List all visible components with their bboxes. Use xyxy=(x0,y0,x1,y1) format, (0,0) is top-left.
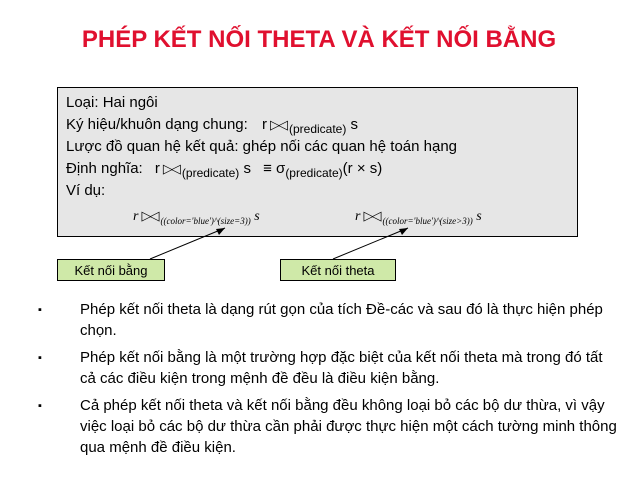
join-symbol-icon: ▷◁ xyxy=(269,117,286,132)
relation-s: s xyxy=(243,160,251,177)
list-item xyxy=(0,347,638,389)
thetajoin-arrowhead-icon xyxy=(399,228,408,235)
page-title: PHÉP KẾT NỐI THETA VÀ KẾT NỐI BẰNG xyxy=(81,26,557,53)
bullet-icon: ▪ xyxy=(38,352,42,364)
bullet-list xyxy=(0,299,638,464)
list-item xyxy=(0,299,638,341)
example-label: Ví dụ: xyxy=(66,182,106,199)
equiv-symbol: ≡ xyxy=(263,160,272,177)
equijoin-arrow xyxy=(150,228,225,259)
join-symbol-icon: ▷◁ xyxy=(363,208,380,223)
join-symbol-icon: ▷◁ xyxy=(141,208,158,223)
thetajoin-arrow xyxy=(333,228,408,259)
relation-r: r xyxy=(261,116,267,133)
definition-label: Định nghĩa: xyxy=(66,160,143,177)
bullet-icon: ▪ xyxy=(38,400,42,412)
relation-s: s xyxy=(476,209,482,224)
cartesian-product: (r × s) xyxy=(342,160,383,177)
equijoin-label: Kết nối bằng xyxy=(57,259,165,281)
relation-s: s xyxy=(350,116,359,133)
schema-line: Lược đồ quan hệ kết quả: ghép nối các quan hệ toán hạng xyxy=(66,138,458,155)
join-symbol-icon: ▷◁ xyxy=(162,161,179,176)
bullet-text: Cả phép kết nối theta và kết nối bằng đều không loại bỏ các bộ dư thừa, vì vậy việc loại bỏ các bộ dư thừa cần phải được thực hiện một cách tường minh thông qua mệnh đề điều kiện. xyxy=(80,397,617,456)
predicate-subscript: (predicate) xyxy=(181,166,240,180)
relation-r: r xyxy=(133,209,139,224)
sigma-symbol: σ xyxy=(276,160,286,177)
join-condition: ((color='blue')^(size=3)) xyxy=(160,216,251,226)
bullet-text: Phép kết nối theta là dạng rút gọn của tích Đề-các và sau đó là thực hiện phép chọn. xyxy=(80,301,603,339)
relation-s: s xyxy=(254,209,260,224)
join-condition: ((color='blue')^(size>3)) xyxy=(382,216,473,226)
list-item xyxy=(0,395,638,458)
relation-r: r xyxy=(355,209,361,224)
bullet-icon: ▪ xyxy=(38,304,42,316)
predicate-subscript: (predicate) xyxy=(288,122,347,136)
bullet-text: Phép kết nối bằng là một trường hợp đặc biệt của kết nối theta mà trong đó tất cả các điều kiện trong mệnh đề đều là điều kiện bằng. xyxy=(80,349,603,387)
notation-label: Ký hiệu/khuôn dạng chung: xyxy=(66,116,248,133)
equijoin-arrowhead-icon xyxy=(216,228,225,235)
type-line: Loại: Hai ngôi xyxy=(66,94,158,111)
thetajoin-label: Kết nối theta xyxy=(280,259,396,281)
relation-r: r xyxy=(154,160,160,177)
sigma-subscript: (predicate) xyxy=(285,166,343,180)
